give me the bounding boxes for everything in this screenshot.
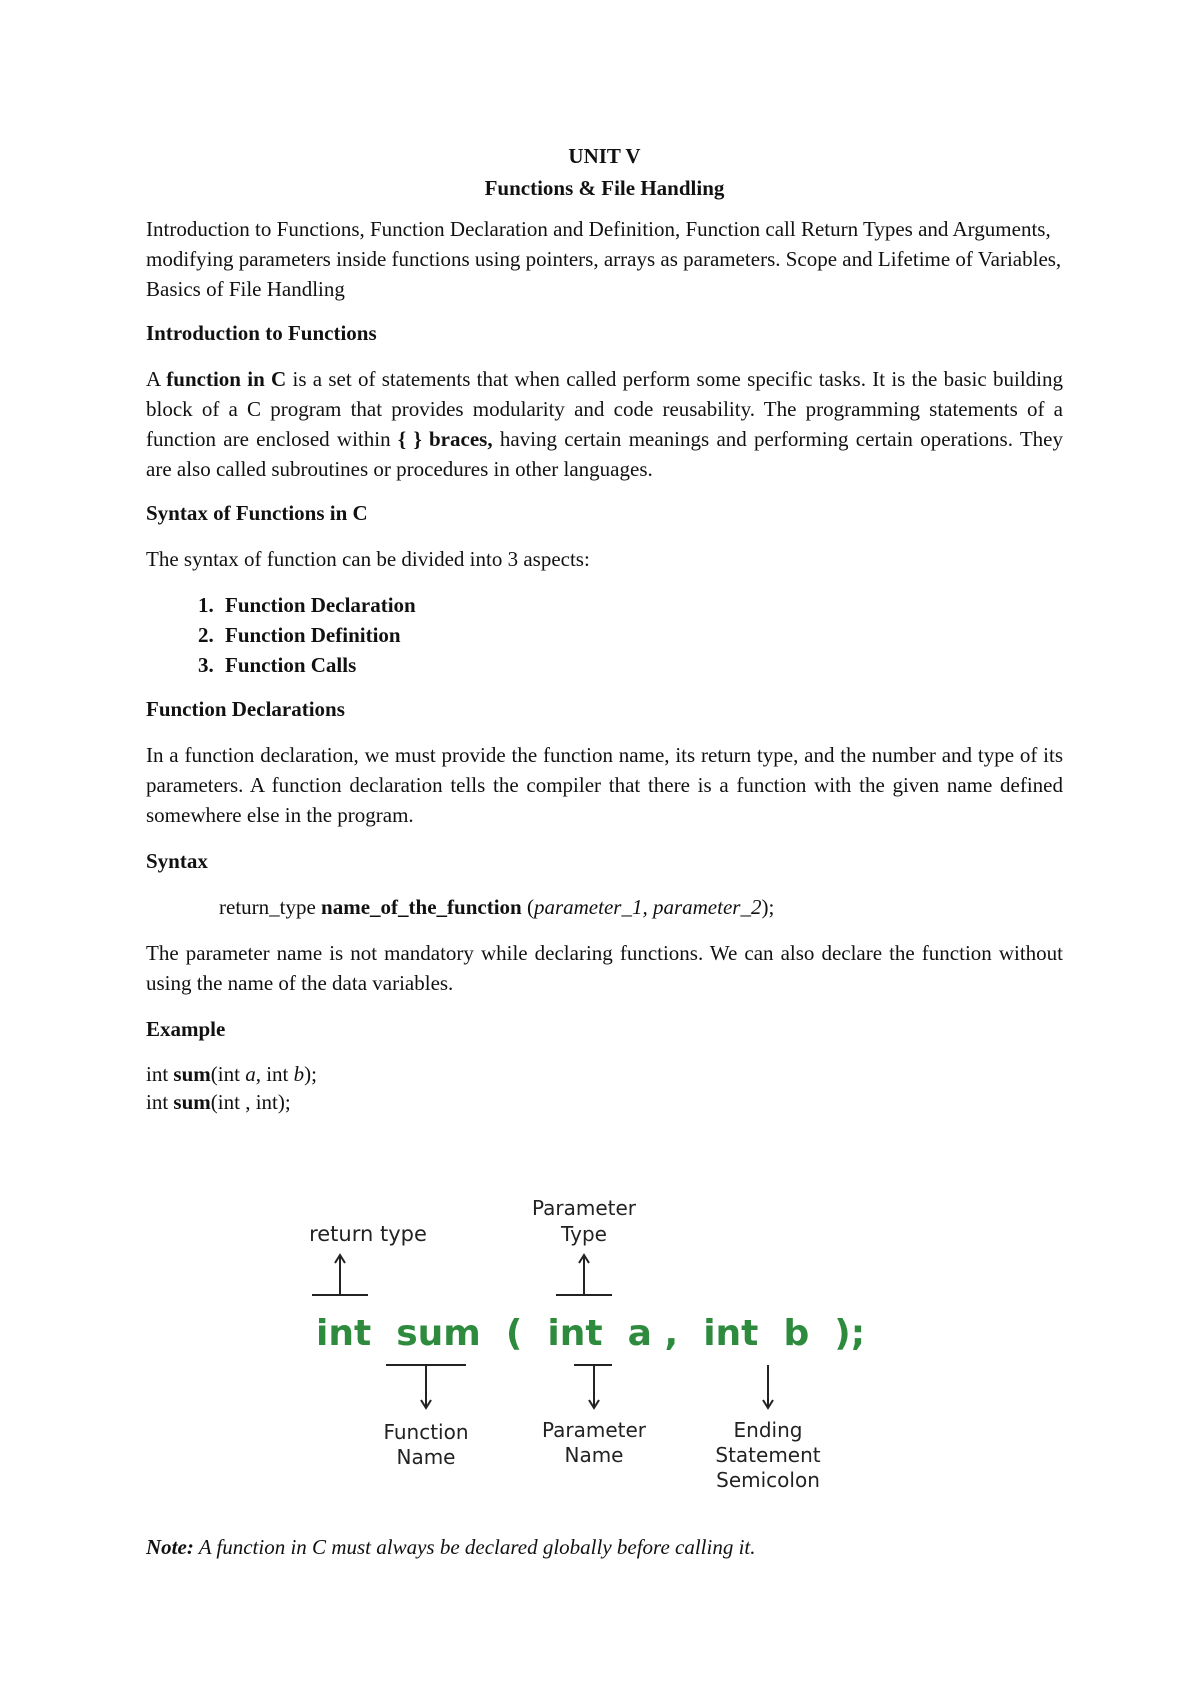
label-return-type: return type	[309, 1222, 427, 1246]
ex2-text: (int , int);	[210, 1090, 291, 1114]
unit-overview: Introduction to Functions, Function Declaration and Definition, Function call Return Types and Arguments, modifying parameters inside functions using pointers, arrays as parameters. Scope and Lifetime of Variables, Basics of File Handling	[146, 217, 1062, 301]
intro-text-b: is a set of statements that when called perform some specific tasks. It is the basic building block of a C program that provides modularity and code reusability. The programming statements of a function are enclosed within	[146, 367, 1063, 451]
up-arrow-icon	[556, 1255, 612, 1295]
syntax-open-paren: (	[521, 895, 534, 919]
ex1-fn: sum	[173, 1062, 211, 1086]
label-ending-line3: Semicolon	[716, 1468, 820, 1492]
unit-title: Functions & File Handling	[484, 176, 725, 200]
syntax-close-paren: );	[761, 895, 775, 919]
syntax-section-intro: The syntax of function can be divided into 3 aspects:	[146, 547, 590, 571]
syntax-section-heading: Syntax of Functions in C	[146, 501, 368, 525]
label-parameter-name-line2: Name	[564, 1443, 624, 1467]
example-line-2	[146, 1088, 1063, 1116]
label-function-name-line2: Name	[396, 1445, 456, 1469]
ex1-text: , int	[255, 1062, 294, 1086]
ex2-text: int	[146, 1090, 174, 1114]
intro-text-a: A	[146, 367, 167, 391]
declarations-paragraph: In a function declaration, we must provide the function name, its return type, and the number and type of its parameters. A function declaration tells the compiler that there is a function with the given name defined somewhere else in the program.	[146, 743, 1063, 827]
example-heading: Example	[146, 1017, 226, 1041]
down-arrow-icon	[386, 1365, 466, 1408]
label-parameter-type-line1: Parameter	[531, 1196, 637, 1220]
syntax-params: parameter_1, parameter_2	[533, 895, 762, 919]
unit-heading: UNIT V	[568, 144, 641, 168]
list-item: 2. Function Definition	[219, 620, 1063, 650]
ex1-text: int	[146, 1062, 174, 1086]
label-ending-line2: Statement	[715, 1443, 821, 1467]
list-item: 3. Function Calls	[219, 650, 1063, 680]
example-line-1	[146, 1060, 1063, 1088]
ex2-fn: sum	[173, 1090, 211, 1114]
list-item: 1. Function Declaration	[219, 590, 1063, 620]
down-arrow-icon	[574, 1365, 612, 1408]
intro-heading: Introduction to Functions	[146, 321, 377, 345]
up-arrow-icon	[312, 1255, 368, 1295]
syntax-return-type: return_type	[219, 895, 322, 919]
declarations-heading: Function Declarations	[146, 697, 345, 721]
intro-bold-braces: { } braces,	[397, 427, 493, 451]
ex1-param-b: b	[293, 1062, 305, 1086]
label-ending-line1: Ending	[733, 1418, 803, 1442]
function-declaration-diagram	[300, 1185, 920, 1515]
document-body	[146, 140, 1063, 1116]
note-label: Note:	[146, 1535, 194, 1559]
ex1-param-a: a	[245, 1062, 256, 1086]
note-line	[146, 1532, 756, 1562]
syntax-aspects-list	[146, 590, 1063, 680]
syntax-line	[146, 892, 1063, 922]
note-text: A function in C must always be declared globally before calling it.	[193, 1535, 756, 1559]
parameter-note-paragraph: The parameter name is not mandatory while declaring functions. We can also declare the function without using the name of the data variables.	[146, 941, 1063, 995]
label-parameter-name-line1: Parameter	[541, 1418, 647, 1442]
intro-text-c: having certain meanings and performing certain operations. They are also called subroutines or procedures in other languages.	[146, 427, 1063, 481]
syntax-heading: Syntax	[146, 849, 208, 873]
diagram-svg	[300, 1185, 920, 1515]
ex1-text: );	[304, 1062, 317, 1086]
diagram-code: int sum ( int a , int b );	[316, 1313, 866, 1354]
ex1-text: (int	[210, 1062, 246, 1086]
intro-paragraph	[146, 364, 1063, 484]
down-arrow-icon	[763, 1365, 773, 1408]
syntax-function-name: name_of_the_function	[321, 895, 522, 919]
intro-bold-term: function in C	[166, 367, 287, 391]
label-function-name-line1: Function	[383, 1420, 469, 1444]
label-parameter-type-line2: Type	[561, 1222, 607, 1246]
